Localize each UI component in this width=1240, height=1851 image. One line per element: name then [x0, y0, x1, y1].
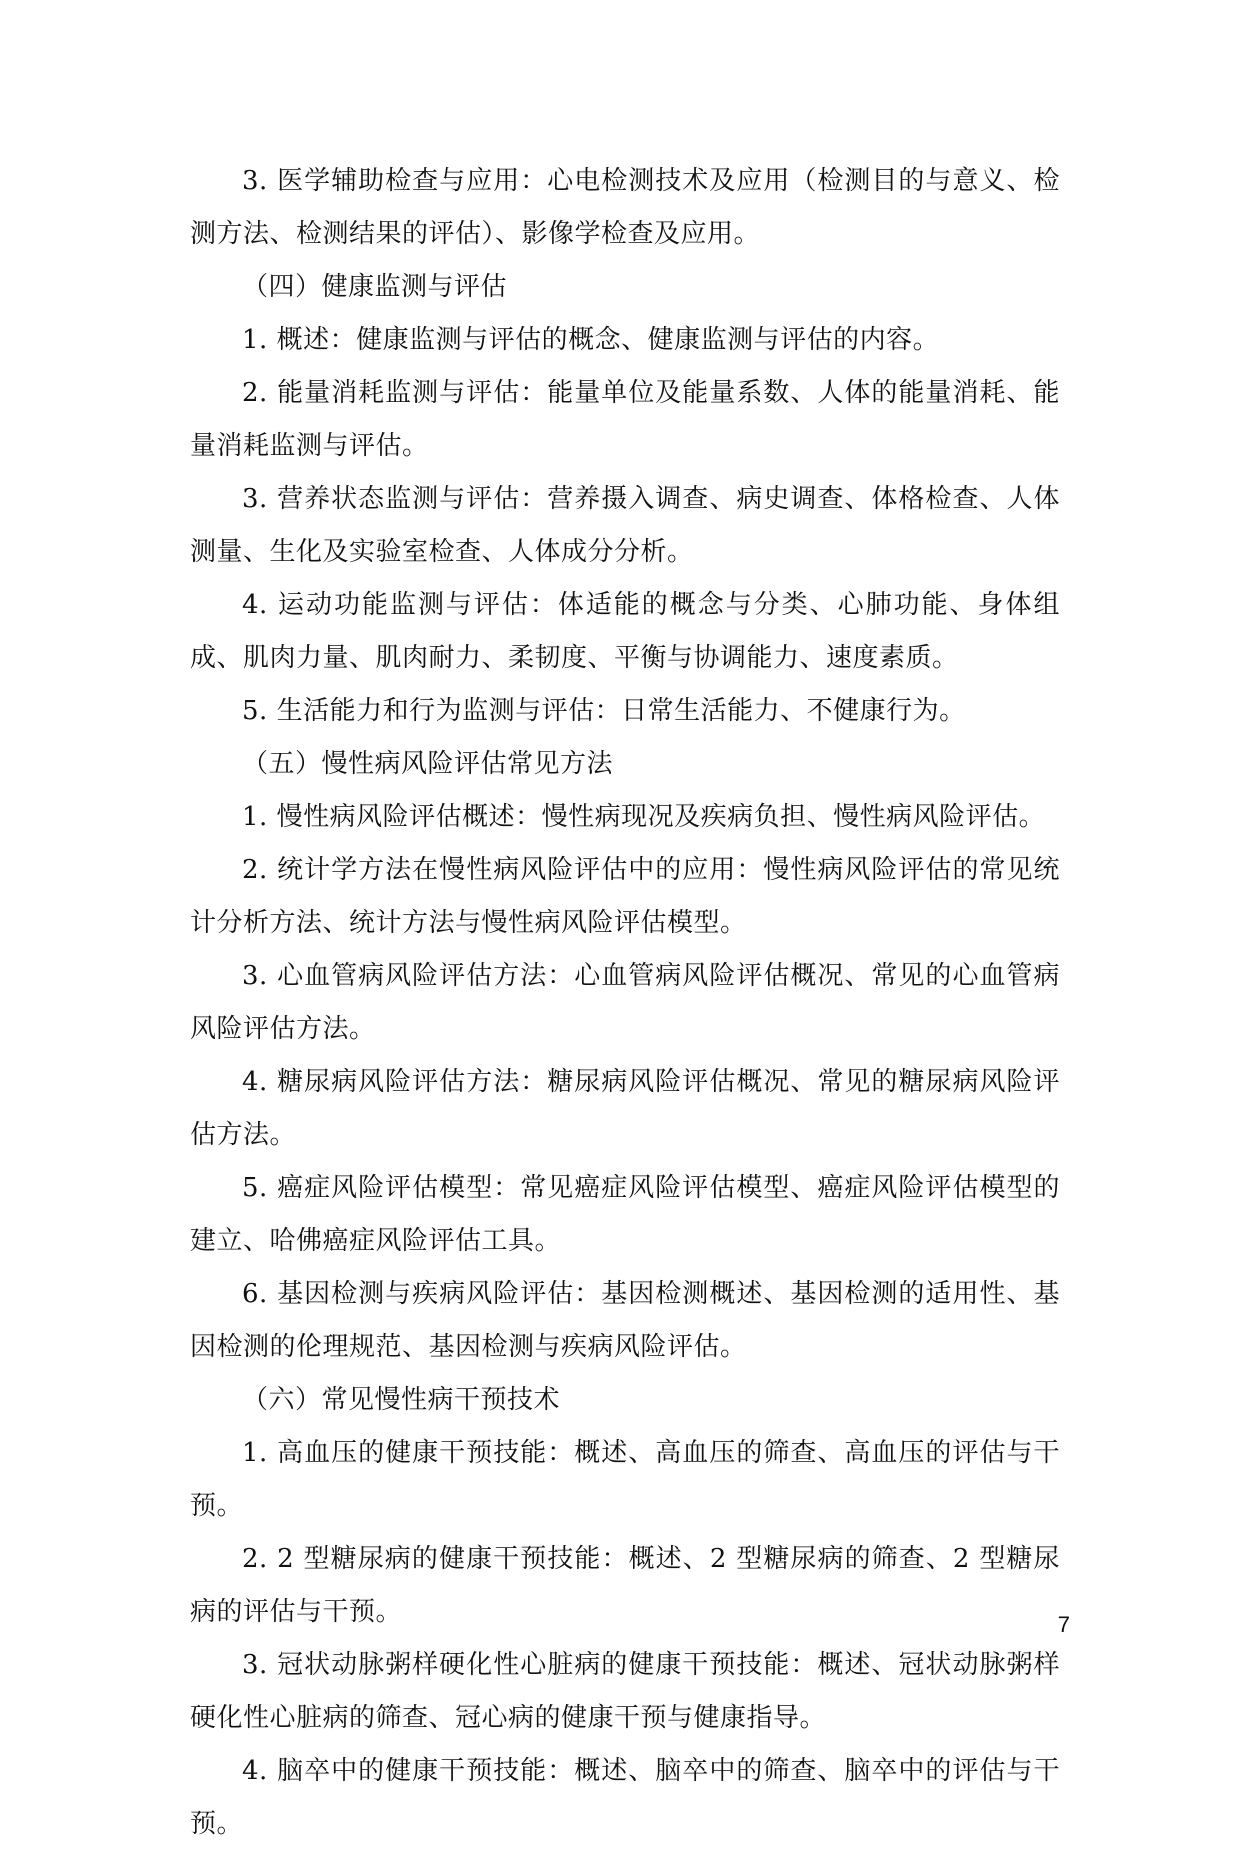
paragraph: 2. 2 型糖尿病的健康干预技能：概述、2 型糖尿病的筛查、2 型糖尿病的评估与干预。 — [190, 1544, 1060, 1627]
paragraph: 4. 糖尿病风险评估方法：糖尿病风险评估概况、常见的糖尿病风险评估方法。 — [190, 1067, 1060, 1150]
paragraph: 2. 能量消耗监测与评估：能量单位及能量系数、人体的能量消耗、能量消耗监测与评估。 — [190, 378, 1060, 461]
paragraph: 5. 生活能力和行为监测与评估：日常生活能力、不健康行为。 — [242, 696, 966, 726]
paragraph: 3. 心血管病风险评估方法：心血管病风险评估概况、常见的心血管病风险评估方法。 — [190, 961, 1060, 1044]
page-content — [190, 155, 1060, 1851]
paragraph: 4. 运动功能监测与评估：体适能的概念与分类、心肺功能、身体组成、肌肉力量、肌肉耐力、柔韧度、平衡与协调能力、速度素质。 — [190, 590, 1060, 673]
paragraph: 3. 医学辅助检查与应用：心电检测技术及应用（检测目的与意义、检测方法、检测结果的评估）、影像学检查及应用。 — [190, 166, 1060, 249]
paragraph: 1. 概述：健康监测与评估的概念、健康监测与评估的内容。 — [242, 325, 940, 355]
paragraph: 3. 营养状态监测与评估：营养摄入调查、病史调查、体格检查、人体测量、生化及实验室检查、人体成分分析。 — [190, 484, 1060, 567]
paragraph: 6. 基因检测与疾病风险评估：基因检测概述、基因检测的适用性、基因检测的伦理规范、基因检测与疾病风险评估。 — [190, 1279, 1060, 1362]
section-heading: （六）常见慢性病干预技术 — [242, 1385, 561, 1415]
section-heading: （五）慢性病风险评估常见方法 — [242, 749, 614, 779]
paragraph: 2. 统计学方法在慢性病风险评估中的应用：慢性病风险评估的常见统计分析方法、统计方法与慢性病风险评估模型。 — [190, 855, 1060, 938]
paragraph: 1. 慢性病风险评估概述：慢性病现况及疾病负担、慢性病风险评估。 — [242, 802, 1046, 832]
paragraph: 3. 冠状动脉粥样硬化性心脏病的健康干预技能：概述、冠状动脉粥样硬化性心脏病的筛查、冠心病的健康干预与健康指导。 — [190, 1650, 1060, 1733]
paragraph: 1. 高血压的健康干预技能：概述、高血压的筛查、高血压的评估与干预。 — [190, 1438, 1060, 1521]
page-number: 7 — [1057, 1612, 1070, 1637]
paragraph: 5. 癌症风险评估模型：常见癌症风险评估模型、癌症风险评估模型的建立、哈佛癌症风险评估工具。 — [190, 1173, 1060, 1256]
section-heading: （四）健康监测与评估 — [242, 272, 508, 302]
paragraph: 4. 脑卒中的健康干预技能：概述、脑卒中的筛查、脑卒中的评估与干预。 — [190, 1756, 1060, 1839]
